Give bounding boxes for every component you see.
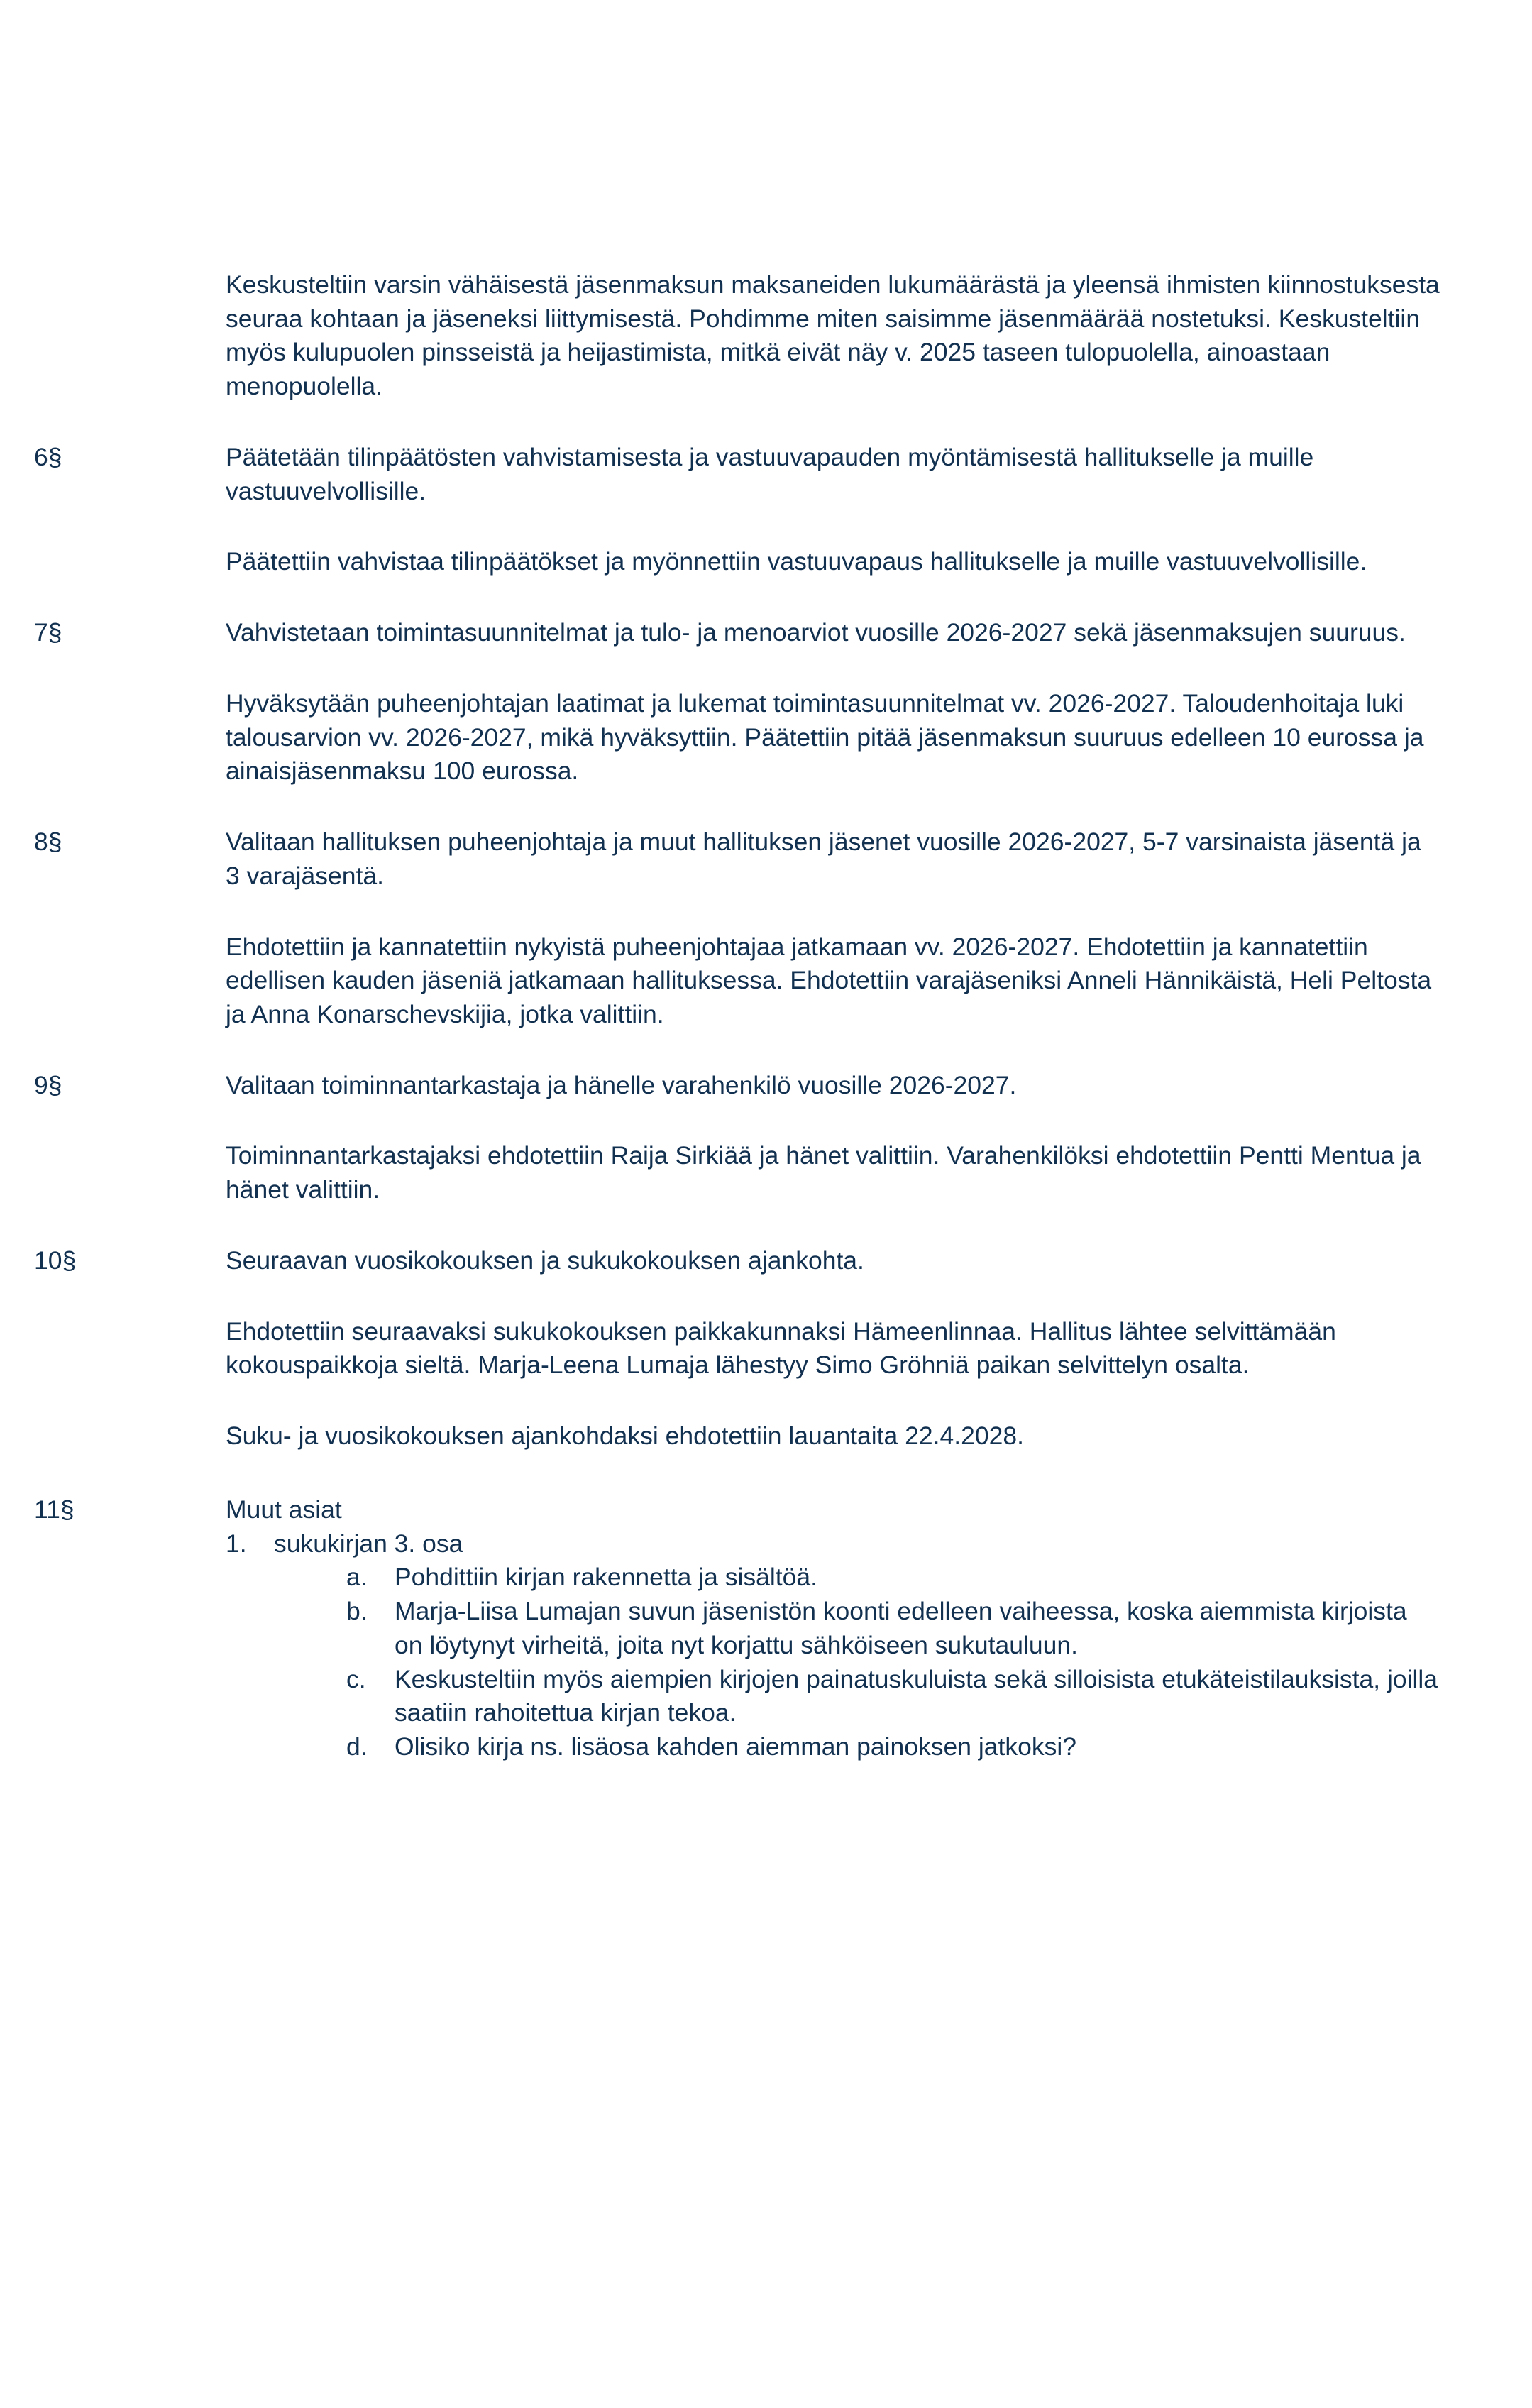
- section-marker-9: 9§: [34, 1070, 62, 1099]
- list-item: [346, 1730, 1440, 1764]
- section-11: [34, 1493, 1440, 1764]
- section-6-text-column: [226, 441, 1440, 579]
- section-7-text-column: [226, 616, 1440, 788]
- section-8-paragraph-2: Ehdotettiin ja kannatettiin nykyistä puheenjohtajaa jatkamaan vv. 2026-2027. Ehdotettiin ja kannatettiin edellisen kauden jäseniä jatkamaan hallituksessa. Ehdotettiin varajäseniksi Anneli Hännikäistä, Heli Peltosta ja Anna Konarschevskijia, jotka valittiin.: [226, 932, 1432, 1029]
- section-10-paragraph-2: Ehdotettiin seuraavaksi sukukokouksen paikkakunnaksi Hämeenlinnaa. Hallitus lähtee selvittämään kokouspaikkoja sieltä. Marja-Leena Lumaja lähestyy Simo Gröhniä paikan selvittelyn osalta.: [226, 1316, 1336, 1380]
- list-item-label: sukukirjan 3. osa: [274, 1529, 463, 1558]
- section-11-text-column: [226, 1493, 1440, 1764]
- section-8-text-column: [226, 825, 1440, 1032]
- section-7-paragraph-1: Vahvistetaan toimintasuunnitelmat ja tulo- ja menoarviot vuosille 2026-2027 sekä jäsenmaksujen suuruus.: [226, 618, 1406, 647]
- sub-list-item-label: Marja-Liisa Lumajan suvun jäsenistön koonti edelleen vaiheessa, koska aiemmista kirjoista on löytynyt virheitä, joita nyt korjattu sähköiseen sukutauluun.: [395, 1597, 1407, 1659]
- section-marker-6: 6§: [34, 442, 62, 471]
- section-6-paragraph-1: Päätetään tilinpäätösten vahvistamisesta ja vastuuvapauden myöntämisestä hallitukselle ja muille vastuuvelvollisille.: [226, 442, 1314, 505]
- section-marker-8: 8§: [34, 828, 62, 857]
- section-9: [34, 1069, 1440, 1207]
- section-7: [34, 616, 1440, 788]
- sub-list: [274, 1561, 1440, 1764]
- section-marker-10: 10§: [34, 1246, 77, 1275]
- document-body: [34, 268, 1440, 1764]
- list-item: [346, 1663, 1440, 1730]
- intro-paragraph: Keskusteltiin varsin vähäisestä jäsenmaksun maksaneiden lukumäärästä ja yleensä ihmisten kiinnostuksesta seuraa kohtaan ja jäseneksi liittymisestä. Pohdimme miten saisimme jäsenmäärää nostetuksi. Keskusteltiin myös kulupuolen pinsseistä ja heijastimista, mitkä eivät näy v. 2025 taseen tulopuolella, ainoastaan menopuolella.: [226, 270, 1440, 401]
- section-9-paragraph-1: Valitaan toiminnantarkastaja ja hänelle varahenkilö vuosille 2026-2027.: [226, 1070, 1017, 1099]
- section-10-paragraph-3: Suku- ja vuosikokouksen ajankohdaksi ehdotettiin lauantaita 22.4.2028.: [226, 1422, 1024, 1451]
- sub-list-item-marker: a.: [346, 1563, 368, 1592]
- section-10-text-column: [226, 1244, 1440, 1453]
- sub-list-item-label: Pohdittiin kirjan rakennetta ja sisältöä.: [395, 1563, 817, 1592]
- section-8-paragraph-1: Valitaan hallituksen puheenjohtaja ja muut hallituksen jäsenet vuosille 2026-2027, 5-7 varsinaista jäsentä ja 3 varajäsentä.: [226, 828, 1421, 890]
- sub-list-item-marker: c.: [346, 1664, 366, 1693]
- list-item: [346, 1561, 1440, 1595]
- section-9-paragraph-2: Toiminnantarkastajaksi ehdotettiin Raija Sirkiää ja hänet valittiin. Varahenkilöksi ehdotettiin Pentti Mentua ja hänet valittiin.: [226, 1141, 1421, 1204]
- list-item: [226, 1527, 1440, 1764]
- section-6: [34, 441, 1440, 579]
- section-6-paragraph-2: Päätettiin vahvistaa tilinpäätökset ja myönnettiin vastuuvapaus hallitukselle ja muille vastuuvelvollisille.: [226, 547, 1367, 576]
- list-item: [346, 1595, 1440, 1662]
- section-marker-11: 11§: [34, 1495, 75, 1524]
- sub-list-item-marker: b.: [346, 1597, 368, 1626]
- sub-list-item-label: Olisiko kirja ns. lisäosa kahden aiemman painoksen jatkoksi?: [395, 1732, 1076, 1761]
- sub-list-item-label: Keskusteltiin myös aiempien kirjojen painatuskuluista sekä silloisista etukäteistilauksista, joilla saatiin rahoitettua kirjan tekoa.: [395, 1664, 1438, 1727]
- sub-list-item-marker: d.: [346, 1732, 368, 1761]
- section-7-paragraph-2: Hyväksytään puheenjohtajan laatimat ja lukemat toimintasuunnitelmat vv. 2026-2027. Taloudenhoitaja luki talousarvion vv. 2026-2027, mikä hyväksyttiin. Päätettiin pitää jäsenmaksun suuruus edelleen 10 eurossa ja ainaisjäsenmaksu 100 eurossa.: [226, 688, 1424, 786]
- section-8: [34, 825, 1440, 1032]
- section-11-heading: Muut asiat: [226, 1495, 342, 1524]
- section-10: [34, 1244, 1440, 1453]
- intro-text-column: [226, 268, 1440, 404]
- other-matters-list: [226, 1527, 1440, 1764]
- section-marker-7: 7§: [34, 618, 62, 647]
- section-10-paragraph-1: Seuraavan vuosikokouksen ja sukukokouksen ajankohta.: [226, 1246, 864, 1275]
- intro-section: [34, 268, 1440, 404]
- list-item-marker: 1.: [226, 1529, 247, 1558]
- section-9-text-column: [226, 1069, 1440, 1207]
